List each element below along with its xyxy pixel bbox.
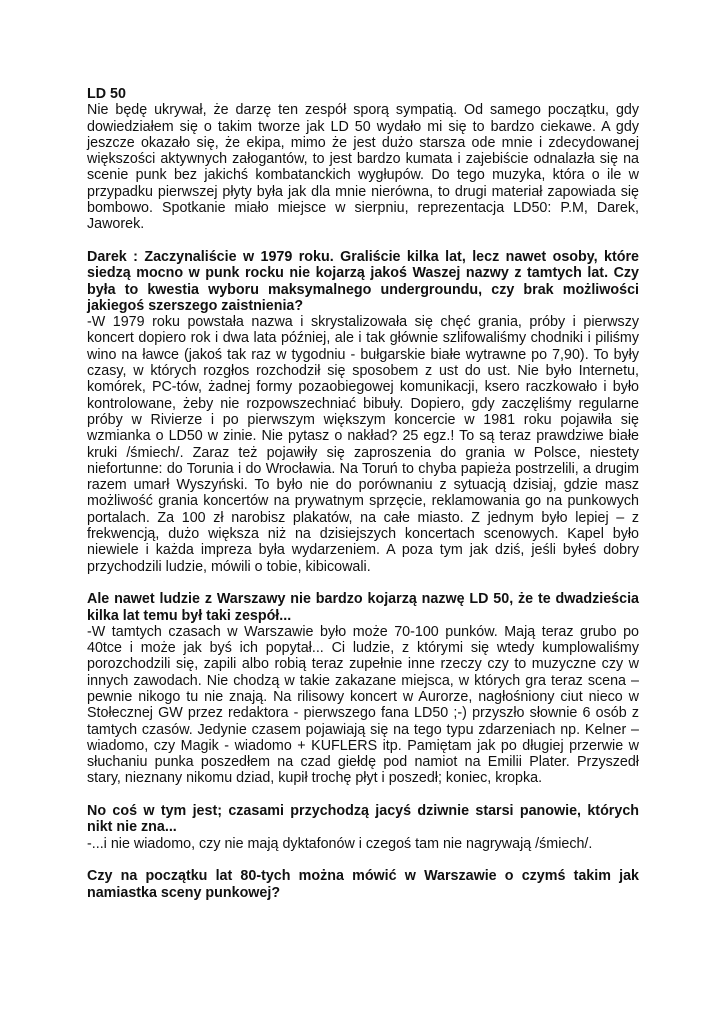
answer-2: -W tamtych czasach w Warszawie było może 70-100 punków. Mają teraz grubo po 40tce i może jak byś ich popytał... Ci ludzie, z którymi się wtedy kumplowaliśmy porozchodzili się, zapili albo robią teraz zupełnie inne rzeczy czy to muzyczne czy w innych zawodach. Nie chodzą w takie zakazane miejsca, w których gra teraz scena – pewnie nikogo tu nie znają. Na rilisowy koncert w Aurorze, nagłośniony ciut nieco w Stołecznej GW przez redaktora - pierwszego fana LD50 ;-) przyszło słownie 6 osób z tamtych czasów. Jedynie czasem pojawiają się na tego typu zdarzeniach np. Kelner – wiadomo, czy Magik - wiadomo + KUFLERS itp. Pamiętam jak po długiej przerwie w słuchaniu punka poszedłem na czad giełdę pod namiot na Emilii Plater. Przyszedł stary, nieznany nikomu dziad, kupił trochę płyt i poszedł; koniec, kropka. bbox=[87, 623, 639, 787]
paragraph-spacer bbox=[87, 852, 639, 868]
intro-paragraph: Nie będę ukrywał, że darzę ten zespół sporą sympatią. Od samego początku, gdy dowiedziałem się o takim tworze jak LD 50 wydało mi się to bardzo ciekawe. A gdy jeszcze okazało się, że ekipa, mimo że jest dużo starsza ode mnie i zdecydowanej większości aktywnych załogantów, to jest bardzo kumata i zajebiście odnalazła się na scenie punk bez jakichś kombatanckich wygłupów. Do tego muzyka, która o ile w przypadku pierwszej płyty była jak dla mnie nierówna, to drugi materiał zapowiada się bombowo. Spotkanie miało miejsce w sierpniu, reprezentacja LD50: P.M, Darek, Jaworek. bbox=[87, 102, 639, 233]
paragraph-spacer bbox=[87, 233, 639, 249]
answer-3: -...i nie wiadomo, czy nie mają dyktafonów i czegoś tam nie nagrywają /śmiech/. bbox=[87, 835, 593, 852]
answer-1: -W 1979 roku powstała nazwa i skrystalizowała się chęć grania, próby i pierwszy koncert dopiero rok i dwa lata później, ale i tak głównie szlifowaliśmy chodniki i piliśmy wino na ławce (jakoś tak raz w tygodniu - bułgarskie białe wytrawne po 7,90). To były czasy, w których rozgłos rozchodził się sposobem z ust do ust. Nie było Internetu, komórek, PC-tów, żadnej formy pozaobiegowej komunikacji, ksero raczkowało i było kontrolowane, żeby nie rozpowszechniać bibuły. Dopiero, gdy zaczęliśmy regularne próby w Rivierze i po pierwszym większym koncercie w 1981 roku pojawiła się wzmianka o LD50 w zinie. Nie pytasz o nakład? 25 egz.! To są teraz prawdziwe białe kruki /śmiech/. Zaraz też pojawiły się zaproszenia do grania w Polsce, niestety niefortunne: do Torunia i do Wrocławia. Na Toruń to chyba papieża postrzelili, a drugim razem umarł Wyszyński. To było nie do porównaniu z sytuacją dzisiaj, gdzie masz możliwość grania koncertów na prywatnym sprzęcie, reklamowania go na punkowych portalach. Za 100 zł narobisz plakatów, na całe miasto. Z jednym było lepiej – z frekwencją, dużo większa niż na dzisiejszych koncertach scenowych. Kapel było niewiele i każda impreza była wydarzeniem. A poza tym jak dziś, jeśli byłeś dobry przychodzili ludzie, mówili o tobie, kibicowali. bbox=[87, 314, 639, 575]
question-2: Ale nawet ludzie z Warszawy nie bardzo kojarzą nazwę LD 50, że te dwadzieścia kilka lat temu był taki zespół... bbox=[87, 591, 639, 624]
document-page bbox=[87, 86, 639, 901]
question-1: Darek : Zaczynaliście w 1979 roku. Graliście kilka lat, lecz nawet osoby, które siedzą mocno w punk rocku nie kojarzą jakoś Waszej nazwy z tamtych lat. Czy była to kwestia wyboru maksymalnego undergroundu, czy brak możliwości jakiegoś szerszego zaistnienia? bbox=[87, 248, 639, 314]
paragraph-spacer bbox=[87, 787, 639, 803]
article-title: LD 50 bbox=[87, 86, 126, 102]
question-3: No coś w tym jest; czasami przychodzą jacyś dziwnie starsi panowie, których nikt nie zna... bbox=[87, 803, 639, 836]
question-4: Czy na początku lat 80-tych można mówić w Warszawie o czymś takim jak namiastka sceny punkowej? bbox=[87, 868, 639, 901]
paragraph-spacer bbox=[87, 575, 639, 591]
